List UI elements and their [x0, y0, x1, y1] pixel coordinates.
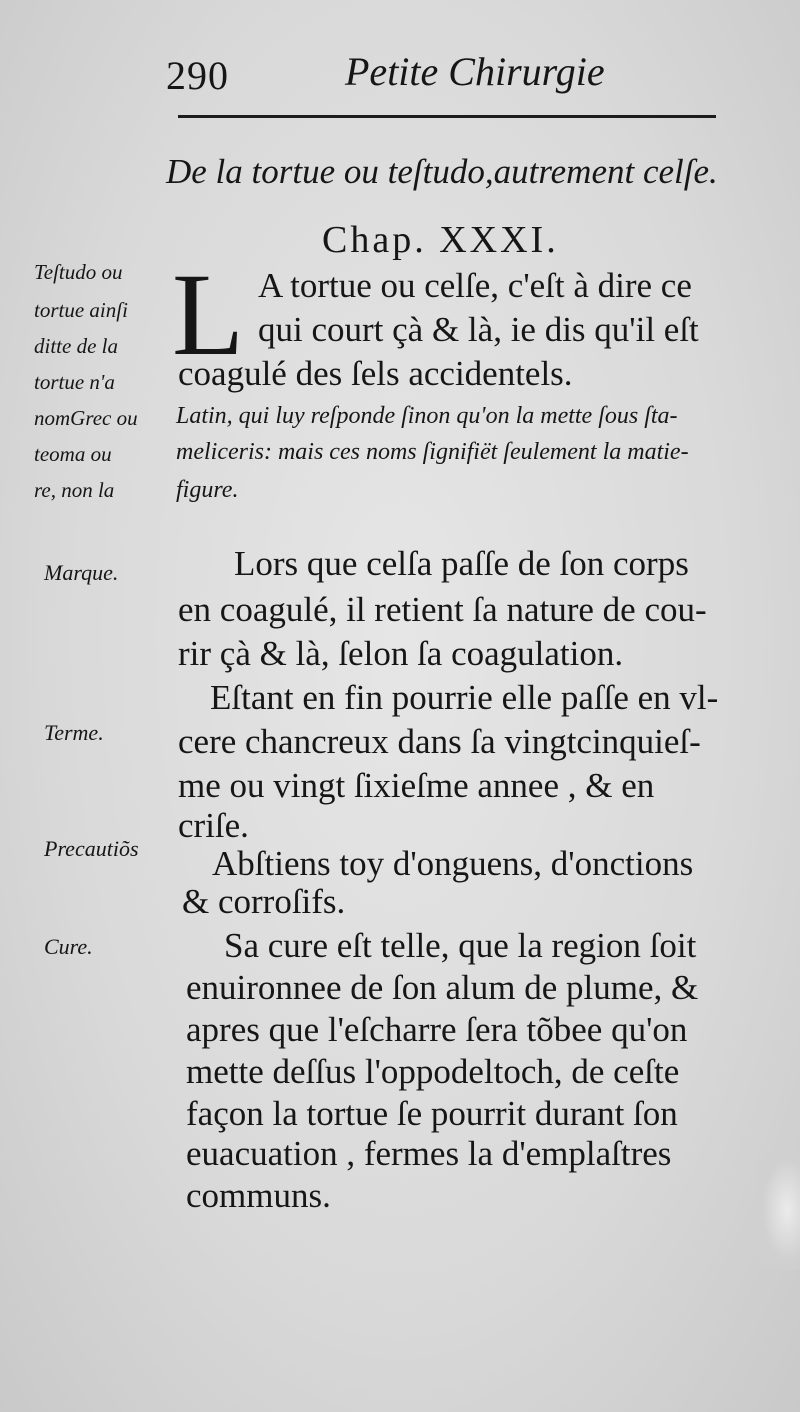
body-line: enuironnee de ſon alum de plume, & — [186, 968, 699, 1007]
margin-note-line: nomGrec ou — [34, 406, 138, 430]
body-line: A tortue ou celſe, c'eſt à dire ce — [258, 266, 692, 305]
body-line: Abſtiens toy d'onguens, d'onctions — [212, 844, 694, 883]
body-line: coagulé des ſels accidentels. — [178, 354, 573, 393]
body-line: Sa cure eſt telle, que la region ſoit — [224, 926, 697, 965]
margin-note-line: teoma ou — [34, 442, 112, 466]
chapter-heading: Chap. XXXI. — [322, 219, 559, 261]
margin-note-line: ditte de la — [34, 334, 118, 358]
italic-line: meliceris: mais ces noms ſignifiët ſeulement la matie- — [176, 439, 689, 465]
drop-cap: L — [172, 249, 245, 380]
italic-line: figure. — [176, 477, 239, 503]
side-label-precautions: Precautiõs — [44, 836, 139, 861]
body-line: qui court çà & là, ie dis qu'il eſt — [258, 310, 699, 349]
body-line: cere chancreux dans ſa vingtcinquieſ- — [178, 722, 701, 761]
italic-line: Latin, qui luy reſponde ſinon qu'on la mette ſous ſta- — [176, 403, 678, 429]
margin-note-line: tortue ainſi — [34, 298, 128, 322]
margin-note-line: re, non la — [34, 478, 115, 502]
body-line: & corroſifs. — [182, 882, 346, 921]
body-line: criſe. — [178, 806, 249, 845]
body-line: euacuation , fermes la d'emplaſtres — [186, 1134, 672, 1173]
running-title: Petite Chirurgie — [345, 49, 605, 94]
body-line: en coagulé, il retient ſa nature de cou- — [178, 590, 707, 629]
side-label-marque: Marque. — [44, 560, 119, 585]
body-line: façon la tortue ſe pourrit durant ſon — [186, 1094, 678, 1133]
section-title: De la tortue ou teſtudo,autrement celſe. — [166, 152, 718, 191]
body-line: me ou vingt ſixieſme annee , & en — [178, 766, 655, 805]
body-line: apres que l'eſcharre ſera tõbee qu'on — [186, 1010, 688, 1049]
side-label-cure: Cure. — [44, 934, 93, 959]
paper-stain — [758, 1150, 800, 1270]
body-line: communs. — [186, 1176, 331, 1215]
margin-note-line: Teſtudo ou — [34, 260, 123, 284]
margin-note-line: tortue n'a — [34, 370, 115, 394]
body-line: Eſtant en fin pourrie elle paſſe en vl- — [210, 678, 719, 717]
header-rule — [178, 115, 716, 118]
body-line: Lors que celſa paſſe de ſon corps — [234, 544, 689, 583]
page-number: 290 — [166, 53, 229, 98]
side-label-terme: Terme. — [44, 720, 104, 745]
body-line: mette deſſus l'oppodeltoch, de ceſte — [186, 1052, 680, 1091]
body-line: rir çà & là, ſelon ſa coagulation. — [178, 634, 624, 673]
